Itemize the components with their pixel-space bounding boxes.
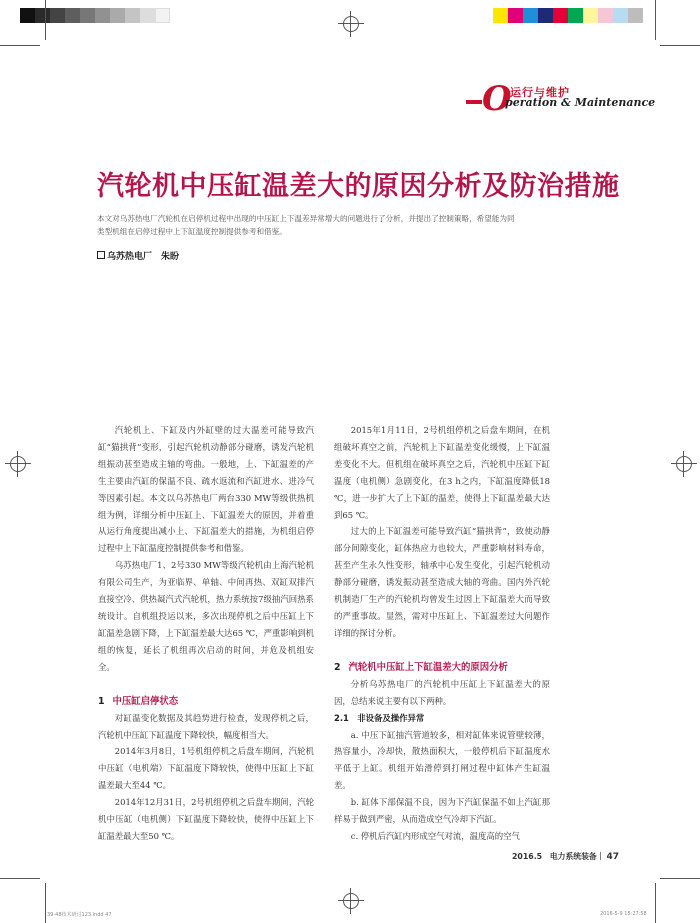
paragraph: b. 缸体下部保温不良，因为下汽缸保温不如上汽缸那样易于做到严密，从而造成空气冷却下汽缸。 — [334, 797, 550, 825]
color-swatch — [493, 8, 508, 23]
section-heading — [334, 659, 550, 676]
gray-swatch — [35, 8, 50, 23]
square-bullet-icon — [97, 251, 105, 259]
crop-mark — [655, 883, 656, 923]
color-swatch — [613, 8, 628, 23]
paragraph: 过大的上下缸温差可能导致汽缸“猫拱背”，致使动静部分间隙变化，缸体热应力也较大，严重影响材料寿命，甚至产生永久性变形，轴承中心发生变化，引起汽轮机动静部分碰磨，诱发振动甚至造成大轴的弯曲。国内外汽轮机制造厂生产的汽轮机均曾发生过因上下缸温差大而导致的严重事故。显然，需对中压缸上、下缸温差过大问题作详细的探讨分析。 — [334, 526, 550, 638]
gray-swatch — [50, 8, 65, 23]
right-column — [334, 422, 550, 845]
paragraph: 对缸温变化数据及其趋势进行检查，发现停机之后，汽轮机中压缸下缸温度下降较快，幅度相当大。 — [98, 712, 314, 740]
color-swatch — [538, 8, 553, 23]
gray-swatch — [125, 8, 140, 23]
crop-mark — [45, 0, 46, 40]
section-heading-text: 汽轮机中压缸上下缸温差大的原因分析 — [348, 661, 508, 673]
crop-mark — [0, 878, 40, 879]
registration-mark — [343, 16, 359, 32]
subsection-heading: 2.1 非设备及操作异常 — [334, 712, 425, 723]
author-text: 乌苏热电厂 朱盼 — [107, 252, 180, 262]
section-heading-text: 中压缸启停状态 — [112, 695, 179, 707]
paragraph: a. 中压下缸抽汽管道较多，相对缸体来说管壁较薄，热容量小，冷却快，散热面积大，一般停机后下缸温度水平低于上缸。机组开始滑停到打闸过程中缸体产生缸温差。 — [334, 729, 550, 791]
crop-mark — [660, 45, 700, 46]
color-swatch — [568, 8, 583, 23]
gray-swatch — [80, 8, 95, 23]
color-swatch — [508, 8, 523, 23]
gray-swatch — [65, 8, 80, 23]
gray-swatch — [155, 8, 170, 23]
author-line — [97, 249, 179, 262]
crop-mark — [655, 0, 656, 40]
section-number: 2 — [334, 661, 341, 673]
spacer — [334, 642, 550, 651]
issue-label: 2016.5 电力系统装备｜ — [512, 852, 605, 861]
article-title: 汽轮机中压缸温差大的原因分析及防治措施 — [97, 171, 620, 202]
paragraph: c. 停机后汽缸内形成空气对流，温度高的空气 — [350, 830, 520, 841]
page-number: 47 — [606, 852, 619, 862]
paragraph: 2014年3月8日，1号机组停机之后盘车期间，汽轮机中压缸（电机端）下缸温度下降较快，使得中压缸上下缸温差最大至44 ℃。 — [98, 746, 314, 791]
file-slug: 39-48技术研讨123.indd 47 — [47, 912, 112, 918]
color-swatch — [628, 8, 643, 23]
crop-mark — [45, 883, 46, 923]
paragraph: 汽轮机上、下缸及内外缸壁的过大温差可能导致汽缸“猫拱背”变形，引起汽轮机动静部分碰磨，诱发汽轮机组振动甚至造成主轴的弯曲。一般地，上、下缸温差的产生主要由汽缸的保温不良、疏水返流和汽缸进水、进冷气等因素引起。本文以乌苏热电厂两台330 MW等级供热机组为例，详细分析中压缸上、下缸温差大的原因，并着重从运行角度提出减小上、下缸温差大的措施，为机组启停过程中上下缸温度控制提供参考和借鉴。 — [98, 425, 314, 554]
gray-swatch — [140, 8, 155, 23]
spacer — [98, 676, 314, 685]
paragraph: 2015年1月11日，2号机组停机之后盘车期间，在机组破坏真空之前，汽轮机上下缸温差变化缓慢，上下缸温差变化不大。但机组在破坏真空之后，汽轮机中压缸下缸温度（电机侧）急剧变化，在3 h之内，下缸温度降低18 ℃，进一步扩大了上下缸的温差，使得上下缸温差最大达到65 ℃。 — [334, 425, 550, 520]
registration-mark — [10, 456, 26, 472]
section-number: 1 — [98, 695, 105, 707]
article-abstract: 本文对乌苏热电厂汽轮机在启停机过程中出现的中压缸上下温差异常增大的问题进行了分析，并提出了控制策略，希望能为同类型机组在启停过程中上下缸温度控制提供参考和借鉴。 — [97, 214, 515, 236]
paragraph: 乌苏热电厂1、2号330 MW等级汽轮机由上海汽轮机有限公司生产，为亚临界、单轴、中间再热、双缸双排汽直接空冷、供热凝汽式汽轮机，热力系统按7级抽汽回热系统设计。自机组投运以来，多次出现停机之后中压缸上下缸温差急剧下降，上下缸温差最大达65 ℃，严重影响到机组的恢复，延长了机组再次启动的时间，并危及机组安全。 — [98, 560, 314, 672]
gray-swatch — [110, 8, 125, 23]
print-timestamp: 2016-5-9 15:27:58 — [600, 911, 647, 917]
paragraph: 2014年12月31日，2号机组停机之后盘车期间，汽轮机中压缸（电机侧）下缸温度下降较快，使得中压缸上下缸温差最大至50 ℃。 — [98, 797, 314, 841]
registration-mark — [343, 893, 359, 909]
color-swatch — [523, 8, 538, 23]
section-heading — [98, 693, 314, 710]
gray-swatch — [95, 8, 110, 23]
crop-mark — [660, 878, 700, 879]
gray-swatch — [20, 8, 35, 23]
logo-letter: O — [482, 79, 512, 119]
color-swatch — [598, 8, 613, 23]
logo-accent-bar — [466, 100, 482, 104]
section-name-en: peration & Maintenance — [505, 96, 656, 109]
color-swatch — [583, 8, 598, 23]
paragraph: 分析乌苏热电厂的汽轮机中压缸上下缸温差大的原因，总结来说主要有以下两种。 — [334, 678, 550, 706]
section-name-cn: 运行与维护 — [510, 86, 570, 99]
registration-mark — [676, 456, 692, 472]
page-footer — [512, 851, 619, 862]
left-column — [98, 422, 314, 845]
crop-mark — [0, 45, 40, 46]
color-swatch — [553, 8, 568, 23]
